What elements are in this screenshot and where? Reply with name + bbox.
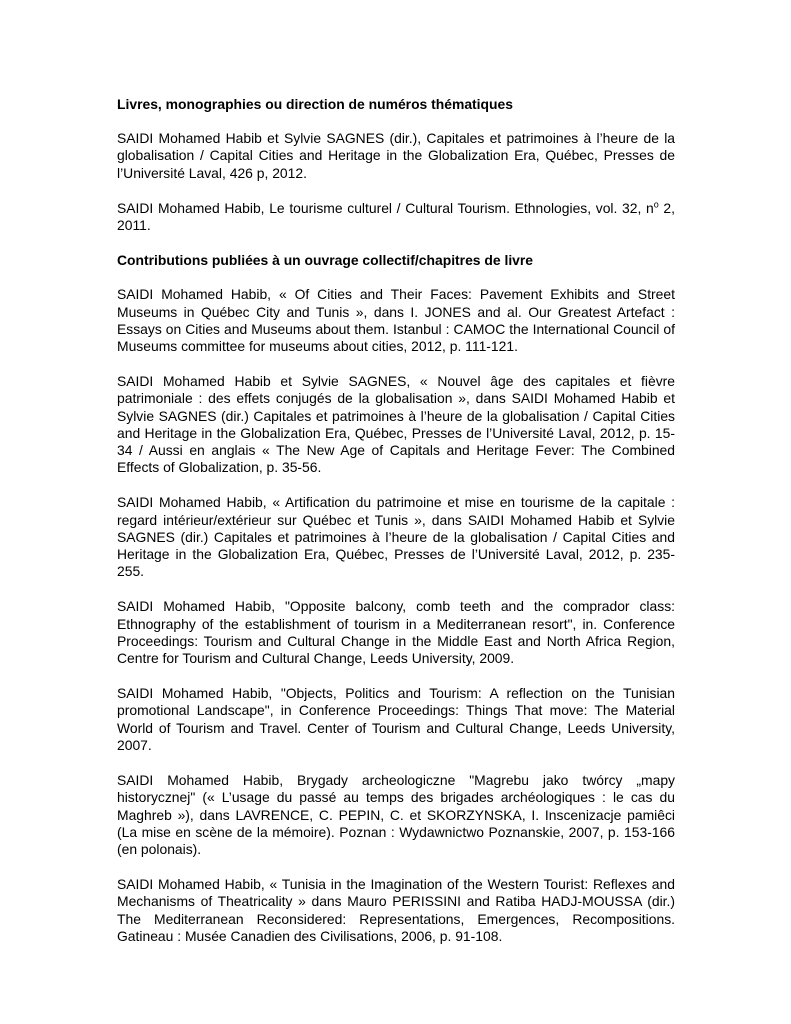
bibliography-entry: SAIDI Mohamed Habib, « Of Cities and Their Faces: Pavement Exhibits and Street Museums in Québec City and Tunis », dans I. JONES and al. Our Greatest Artefact : Essays on Cities and Museums about them. Istanbul : CAMOC the International Council of Museums committee for museums about cities, 2012, p. 111-121.: [117, 286, 675, 355]
section-heading: Livres, monographies ou direction de numéros thématiques: [117, 96, 513, 112]
section-books: [117, 96, 675, 234]
document-page: [117, 96, 675, 963]
bibliography-entry: SAIDI Mohamed Habib, "Opposite balcony, comb teeth and the comprador class: Ethnography of the establishment of tourism in a Mediterranean resort", in. Conference Proceedings: Tourism and Cultural Change in the Middle East and North Africa Region, Centre for Tourism and Cultural Change, Leeds University, 2009.: [117, 598, 675, 667]
bibliography-entry: SAIDI Mohamed Habib, « Tunisia in the Imagination of the Western Tourist: Reflexes and Mechanisms of Theatricality » dans Mauro PERISSINI and Ratiba HADJ-MOUSSA (dir.) The Mediterranean Reconsidered: Representations, Emergences, Recompositions. Gatineau : Musée Canadien des Civilisations, 2006, p. 91-108.: [117, 876, 675, 944]
bibliography-entry: SAIDI Mohamed Habib, « Artification du patrimoine et mise en tourisme de la capitale : regard intérieur/extérieur sur Québec et Tunis », dans SAIDI Mohamed Habib et Sylvie SAGNES (dir.) Capitales et patrimoines à l’heure de la globalisation / Capital Cities and Heritage in the Globalization Era, Québec, Presses de l’Université Laval, 2012, p. 235-255.: [117, 494, 676, 580]
bibliography-entry: SAIDI Mohamed Habib et Sylvie SAGNES (dir.), Capitales et patrimoines à l’heure de la globalisation / Capital Cities and Heritage in the Globalization Era, Québec, Presses de l’Université Laval, 426 p, 2012.: [117, 130, 676, 181]
bibliography-entry: SAIDI Mohamed Habib, Le tourisme culturel / Cultural Tourism. Ethnologies, vol. 32, $n^o$ 2, 2011.: [117, 199, 676, 234]
bibliography-entry: SAIDI Mohamed Habib, "Objects, Politics and Tourism: A reflection on the Tunisian promotional Landscape", in Conference Proceedings: Things That move: The Material World of Tourism and Travel. Center of Tourism and Cultural Change, Leeds University, 2007.: [117, 685, 676, 753]
bibliography-entry: SAIDI Mohamed Habib, Brygady archeologiczne "Magrebu jako twórcy „mapy historycznej" (« L’usage du passé au temps des brigades archéologiques : le cas du Maghreb »), dans LAVRENCE, C. PEPIN, C. et SKORZYNSKA, I. Inscenizacje pamiêci (La mise en scène de la mémoire). Poznan : Wydawnictwo Poznanskie, 2007, p. 153-166 (en polonais).: [117, 772, 675, 857]
section-contributions: [117, 252, 675, 945]
bibliography-entry: SAIDI Mohamed Habib et Sylvie SAGNES, « Nouvel âge des capitales et fièvre patrimoniale : des effets conjugés de la globalisation », dans SAIDI Mohamed Habib et Sylvie SAGNES (dir.) Capitales et patrimoines à l’heure de la globalisation / Capital Cities and Heritage in the Globalization Era, Québec, Presses de l’Université Laval, 2012, p. 15-34 / Aussi en anglais « The New Age of Capitals and Heritage Fever: The Combined Effects of Globalization, p. 35-56.: [117, 373, 675, 476]
section-heading: Contributions publiées à un ouvrage collectif/chapitres de livre: [117, 252, 534, 269]
